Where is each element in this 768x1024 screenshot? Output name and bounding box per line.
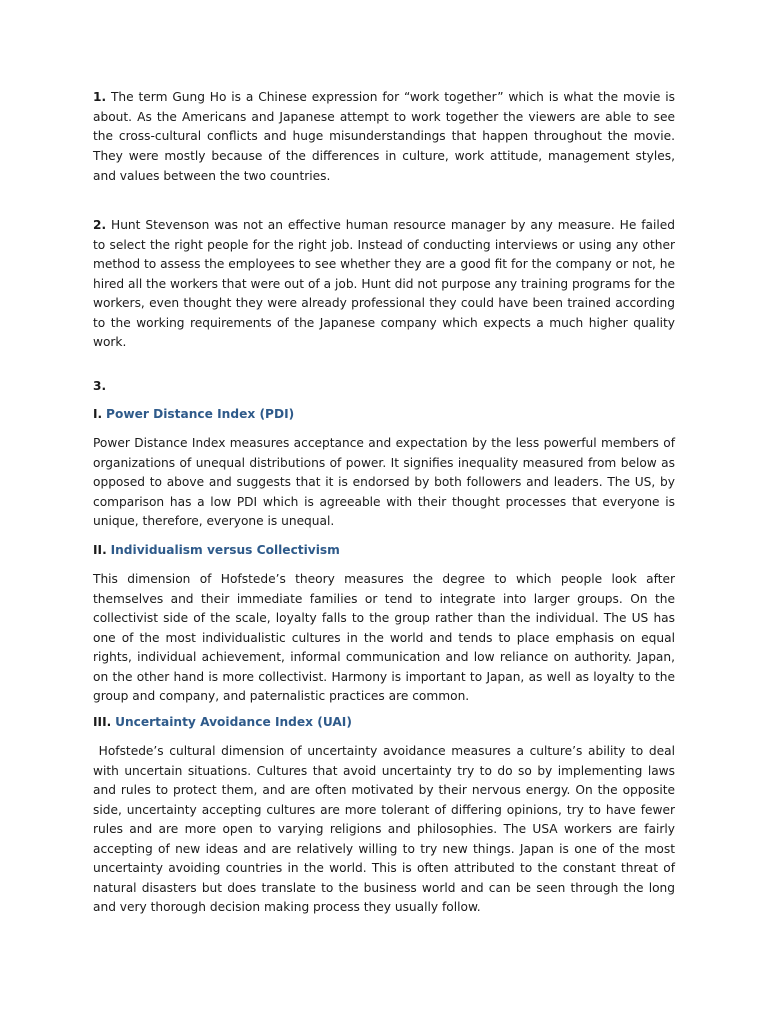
section-heading-uai <box>93 713 352 731</box>
section-paragraph-individualism: This dimension of Hofstede’s theory measures the degree to which people look after themselves and their immediate families or tend to integrate into larger groups. On the collectivist side of the scale, loyalty falls to the group rather than the individual. The US has one of the most individualistic cultures in the world and tends to place emphasis on equal rights, individual achievement, informal communication and low reliance on authority. Japan, on the other hand is more collectivist. Harmony is important to Japan, as well as loyalty to the group and company, and paternalistic practices are common. <box>93 572 675 703</box>
answer-1-paragraph <box>93 88 675 187</box>
section-title: Uncertainty Avoidance Index (UAI) <box>115 715 352 729</box>
section-heading-individualism <box>93 541 340 559</box>
answer-2-number: 2. <box>93 218 107 232</box>
section-roman-numeral: I. <box>93 407 103 421</box>
section-title: Power Distance Index (PDI) <box>106 407 295 421</box>
section-roman-numeral: II. <box>93 543 107 557</box>
section-paragraph-uai: Hofstede’s cultural dimension of uncertainty avoidance measures a culture’s ability to deal with uncertain situations. Cultures that avoid uncertainty try to do so by implementing laws and rules to protect them, and are often motivated by their nervous energy. On the opposite side, uncertainty accepting cultures are more tolerant of differing opinions, try to have fewer rules and are more open to varying religions and philosophies. The USA workers are fairly accepting of new ideas and are relatively willing to try new things. Japan is one of the most uncertainty avoiding countries in the world. This is often attributed to the constant threat of natural disasters but does translate to the business world and can be seen through the long and very thorough decision making process they usually follow. <box>93 744 675 914</box>
section-heading-pdi <box>93 405 294 423</box>
section-roman-numeral: III. <box>93 715 112 729</box>
answer-1-number: 1. <box>93 90 107 104</box>
section-paragraph-pdi: Power Distance Index measures acceptance and expectation by the less powerful members of organizations of unequal distributions of power. It signifies inequality measured from below as opposed to above and suggests that it is endorsed by both followers and leaders. The US, by comparison has a low PDI which is agreeable with their thought processes that everyone is unique, therefore, everyone is unequal. <box>93 436 675 528</box>
answer-2-paragraph <box>93 216 675 353</box>
answer-2-text: Hunt Stevenson was not an effective human resource manager by any measure. He failed to select the right people for the right job. Instead of conducting interviews or using any other method to assess the employees to see whether they are a good fit for the company or not, he hired all the workers that were out of a job. Hunt did not purpose any training programs for the workers, even thought they were already professional they could have been trained according to the working requirements of the Japanese company which expects a much higher quality work. <box>93 218 675 349</box>
answer-1-text: The term Gung Ho is a Chinese expression for “work together” which is what the movie is about. As the Americans and Japanese attempt to work together the viewers are able to see the cross-cultural conflicts and huge misunderstandings that happen throughout the movie. They were mostly because of the differences in culture, work attitude, management styles, and values between the two countries. <box>93 90 675 183</box>
section-title: Individualism versus Collectivism <box>110 543 340 557</box>
answer-3-number: 3. <box>93 379 107 393</box>
